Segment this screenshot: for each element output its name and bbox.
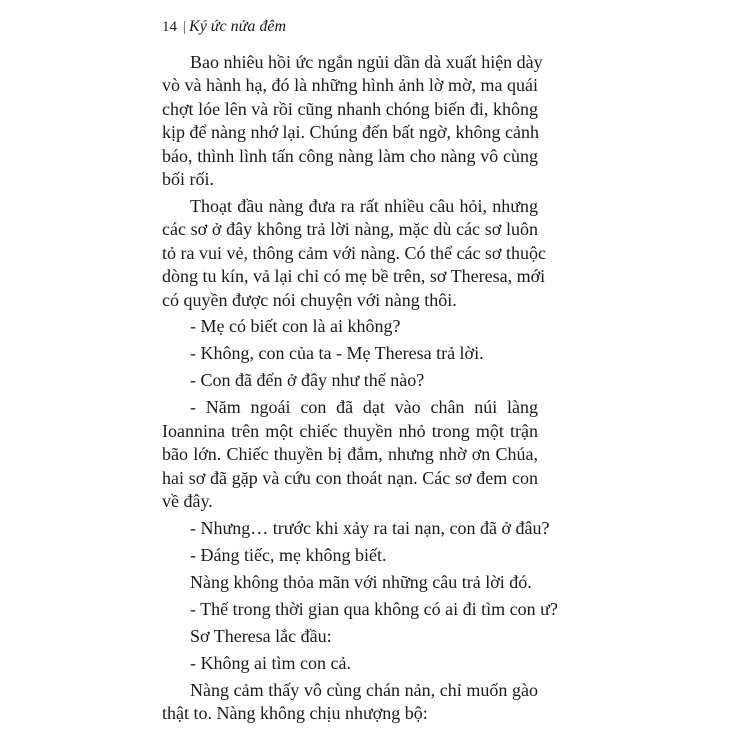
text-line: báo, thình lình tấn công nàng làm cho nàng vô cùng	[162, 145, 538, 166]
text-line: hai sơ đã gặp và cứu con thoát nạn. Các sơ đem con	[162, 467, 538, 488]
paragraph	[162, 315, 538, 338]
text-line: Nàng cảm thấy vô cùng chán nản, chỉ muốn gào	[190, 679, 538, 700]
text-line: - Nhưng… trước khi xảy ra tai nạn, con đã ở đâu?	[190, 517, 550, 538]
text-line: có quyền được nói chuyện với nàng thôi.	[162, 289, 457, 310]
text-line: Nàng không thỏa mãn với những câu trả lời đó.	[190, 571, 532, 592]
paragraph	[162, 571, 538, 594]
text-line: Thoạt đầu nàng đưa ra rất nhiều câu hỏi, nhưng	[190, 195, 538, 216]
page-body-text	[162, 51, 558, 726]
text-line: về đây.	[162, 491, 213, 511]
text-line: - Đáng tiếc, mẹ không biết.	[190, 544, 387, 565]
text-line: tỏ ra vui vẻ, thông cảm với nàng. Có thể các sơ thuộc	[162, 242, 546, 263]
paragraph	[162, 342, 538, 365]
text-line: Bao nhiêu hồi ức ngắn ngủi dần dà xuất hiện dày	[190, 52, 543, 72]
paragraph	[162, 598, 558, 621]
book-title: Ký ức nửa đêm	[189, 18, 286, 35]
text-line: vò và hành hạ, đó là những hình ảnh lờ mờ, ma quái	[162, 75, 538, 96]
text-line: - Con đã đến ở đây như thế nào?	[190, 370, 425, 391]
paragraph	[162, 544, 538, 567]
text-line: dòng tu kín, vả lại chỉ có mẹ bề trên, sơ Theresa, mới	[162, 266, 546, 287]
text-line: - Không ai tìm con cả.	[190, 652, 351, 673]
paragraph	[162, 517, 550, 540]
paragraph	[162, 625, 538, 648]
paragraph	[162, 195, 546, 312]
text-line: bão lớn. Chiếc thuyền bị đắm, nhưng nhờ ơn Chúa,	[162, 444, 538, 465]
text-line: - Không, con của ta - Mẹ Theresa trả lời.	[190, 343, 484, 364]
text-line: các sơ ở đây không trả lời nàng, mặc dù các sơ luôn	[162, 219, 538, 240]
text-line: bối rối.	[162, 168, 214, 189]
text-line: Ioannina trên một chiếc thuyền nhỏ trong một trận	[162, 420, 538, 441]
paragraph	[162, 51, 543, 191]
header-separator: |	[183, 19, 187, 35]
paragraph	[162, 369, 538, 392]
page-number: 14	[162, 19, 177, 35]
text-line: kịp để nàng nhớ lại. Chúng đến bất ngờ, không cảnh	[162, 122, 539, 143]
text-line: - Năm ngoái con đã dạt vào chân núi làng	[190, 397, 538, 418]
text-line: - Thế trong thời gian qua không có ai đi tìm con ư?	[190, 598, 558, 619]
text-line: Sơ Theresa lắc đầu:	[190, 625, 332, 646]
text-line: thật to. Nàng không chịu nhượng bộ:	[162, 703, 428, 724]
text-line: chợt lóe lên và rồi cũng nhanh chóng biến đi, không	[162, 98, 538, 119]
text-line: - Mẹ có biết con là ai không?	[190, 316, 401, 337]
running-header	[162, 17, 286, 37]
paragraph	[162, 396, 538, 513]
paragraph	[162, 652, 538, 675]
paragraph	[162, 679, 538, 726]
